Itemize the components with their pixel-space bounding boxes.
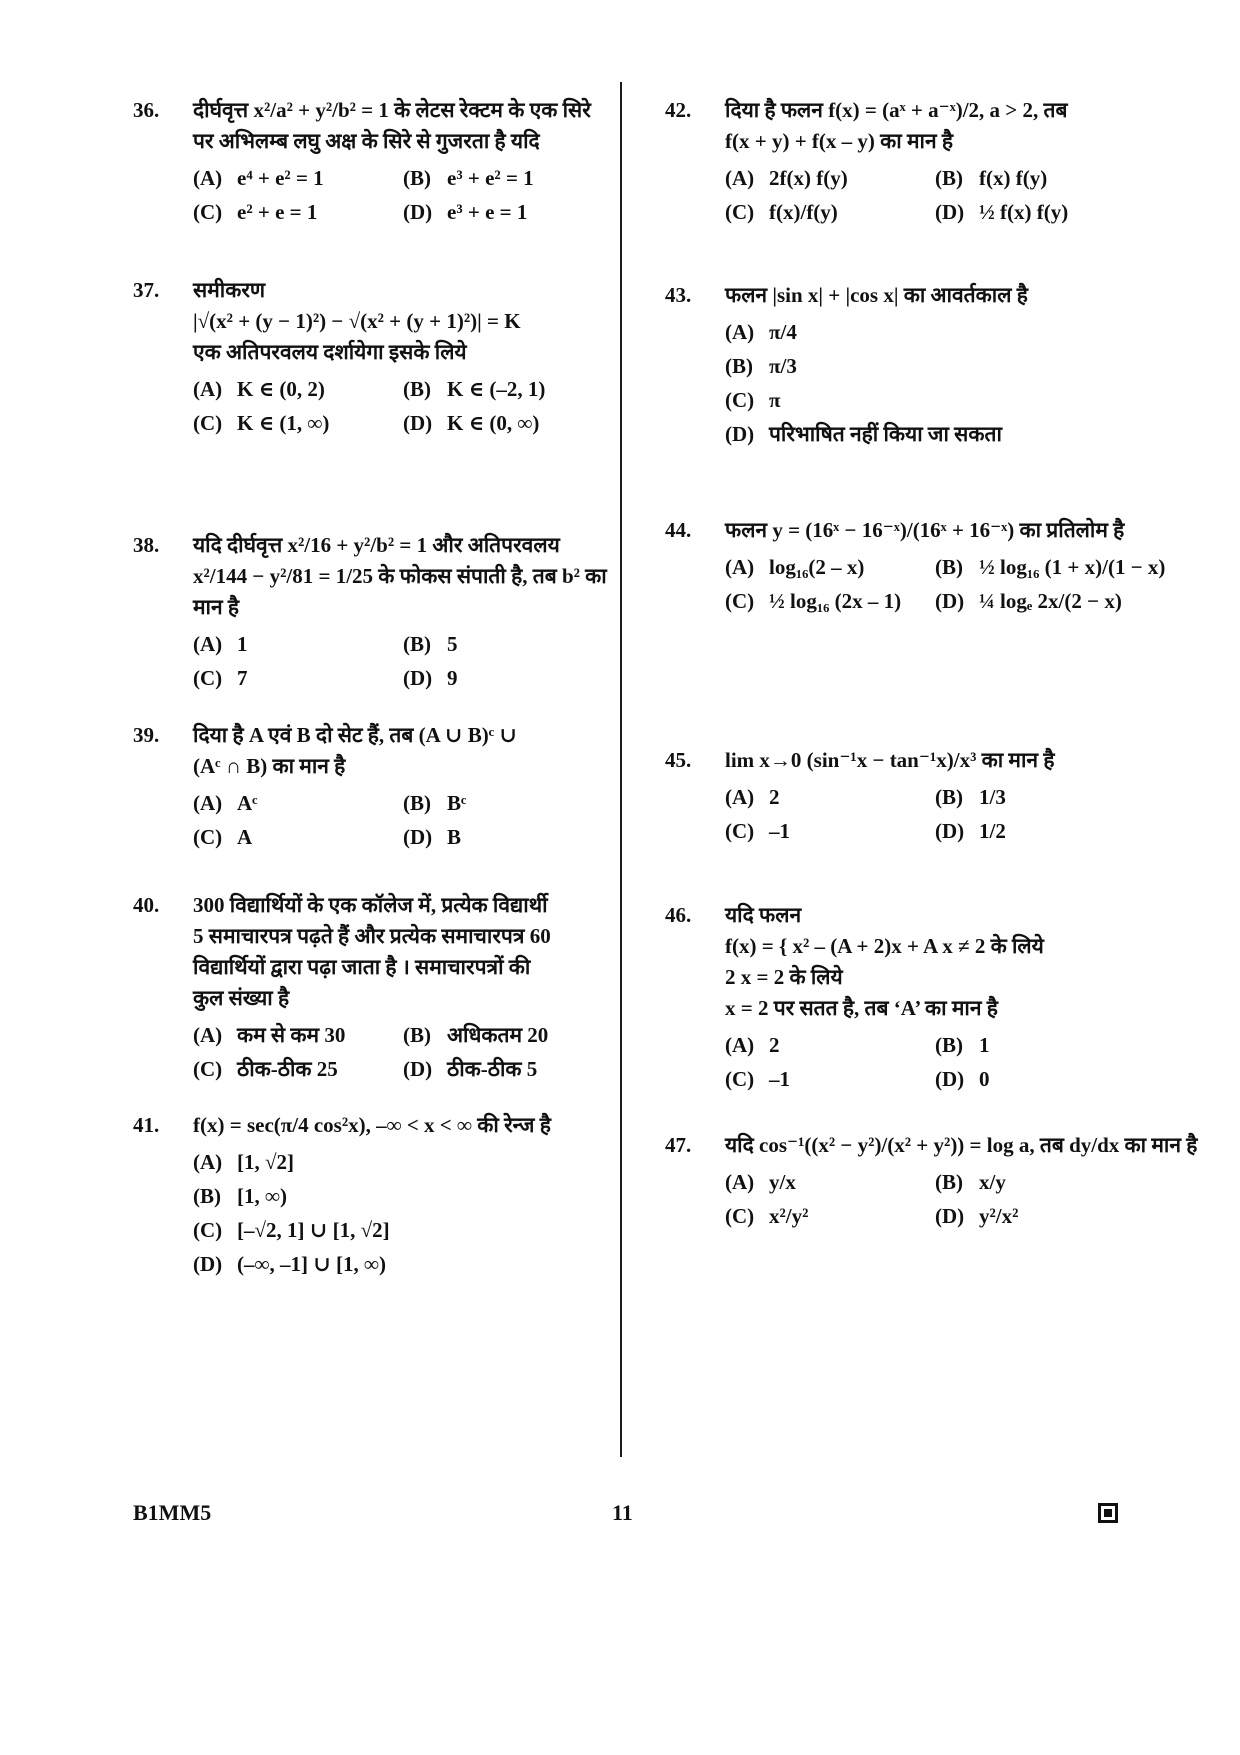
- answer-option: [403, 374, 613, 405]
- question-body: [193, 275, 608, 439]
- option-label: (A): [725, 320, 755, 344]
- question-text-line: दीर्घवृत्त x²/a² + y²/b² = 1 के लेटस रेक्टम के एक सिरे: [193, 98, 591, 122]
- option-label: (A): [725, 1033, 755, 1057]
- question-number: 40.: [133, 893, 160, 917]
- question-number: 46.: [665, 903, 692, 927]
- answer-options: [725, 317, 1140, 450]
- answer-option: [725, 1030, 935, 1061]
- answer-option: [193, 1020, 403, 1051]
- option-text: K ∈ (0, ∞): [447, 411, 540, 435]
- option-label: (A): [193, 1023, 223, 1047]
- option-label: (D): [403, 666, 433, 690]
- answer-options: [193, 1147, 608, 1280]
- option-text: परिभाषित नहीं किया जा सकता: [769, 422, 1002, 446]
- option-label: (A): [725, 1170, 755, 1194]
- option-label: (B): [403, 1023, 431, 1047]
- option-label: (D): [935, 200, 965, 224]
- option-text: e² + e = 1: [237, 200, 318, 224]
- option-text: –1: [769, 1067, 790, 1091]
- answer-option: [725, 782, 935, 813]
- answer-option: [725, 385, 1145, 416]
- question-text-line: f(x) = sec(π/4 cos²x), –∞ < x < ∞ की रेन्ज है: [193, 1113, 551, 1137]
- option-text: Aᶜ: [237, 791, 258, 815]
- question-body: [725, 280, 1140, 450]
- answer-options: [725, 552, 1166, 617]
- question-body: [725, 95, 1140, 228]
- option-text: 1/2: [979, 819, 1006, 843]
- option-text: अधिकतम 20: [447, 1023, 549, 1047]
- answer-option: [193, 1181, 613, 1212]
- option-text: [1, ∞): [237, 1184, 287, 1208]
- option-label: (C): [725, 589, 755, 613]
- question-number: 45.: [665, 748, 692, 772]
- answer-option: [193, 163, 403, 194]
- answer-option: [193, 374, 403, 405]
- question-body: [725, 1130, 1198, 1232]
- answer-option: [193, 822, 403, 853]
- option-label: (C): [193, 666, 223, 690]
- question-body: [725, 900, 1140, 1095]
- question-text-line: समीकरण: [193, 278, 266, 302]
- question-number: 38.: [133, 533, 160, 557]
- option-text: 9: [447, 666, 458, 690]
- option-label: (B): [193, 1184, 221, 1208]
- question-text-line: |√(x² + (y − 1)²) − √(x² + (y + 1)²)| = K: [193, 309, 521, 333]
- answer-option: [193, 1147, 613, 1178]
- question-text-line: दिया है A एवं B दो सेट हैं, तब (A ∪ B)ᶜ ∪: [193, 723, 518, 747]
- answer-option: [193, 663, 403, 694]
- option-label: (B): [403, 791, 431, 815]
- option-label: (C): [193, 1057, 223, 1081]
- question-text-line: मान है: [193, 595, 240, 619]
- answer-option: [403, 822, 613, 853]
- question-number: 37.: [133, 278, 160, 302]
- question-number: 39.: [133, 723, 160, 747]
- option-label: (B): [935, 166, 963, 190]
- answer-option: [725, 351, 1145, 382]
- question-text-line: f(x) = { x² – (A + 2)x + A x ≠ 2 के लिये: [725, 934, 1044, 958]
- option-text: –1: [769, 819, 790, 843]
- answer-options: [725, 1030, 1140, 1095]
- option-label: (C): [193, 411, 223, 435]
- question-body: [193, 720, 608, 853]
- answer-options: [725, 1167, 1140, 1232]
- option-text: y²/x²: [979, 1204, 1019, 1228]
- answer-option: [725, 317, 1145, 348]
- question-body: [193, 530, 608, 694]
- option-text: e³ + e = 1: [447, 200, 528, 224]
- option-label: (A): [725, 555, 755, 579]
- option-label: (C): [193, 1218, 223, 1242]
- option-label: (D): [403, 200, 433, 224]
- answer-option: [725, 197, 935, 228]
- answer-option: [403, 788, 613, 819]
- option-label: (A): [725, 785, 755, 809]
- option-text: x/y: [979, 1170, 1006, 1194]
- question-number: 36.: [133, 98, 160, 122]
- answer-option: [403, 1054, 613, 1085]
- option-label: (D): [403, 1057, 433, 1081]
- question-text-line: पर अभिलम्ब लघु अक्ष के सिरे से गुजरता है यदि: [193, 129, 540, 153]
- question-number: 44.: [665, 518, 692, 542]
- answer-option: [193, 1249, 613, 1280]
- question-text-line: दिया है फलन f(x) = (aˣ + a⁻ˣ)/2, a > 2, तब: [725, 98, 1068, 122]
- option-label: (C): [193, 825, 223, 849]
- option-label: (C): [725, 1204, 755, 1228]
- answer-option: [403, 163, 613, 194]
- option-text: B: [447, 825, 462, 849]
- answer-option: [725, 1201, 935, 1232]
- answer-option: [725, 163, 935, 194]
- option-label: (B): [403, 166, 431, 190]
- option-label: (B): [935, 555, 963, 579]
- option-label: (D): [935, 819, 965, 843]
- question-text-line: विद्यार्थियों द्वारा पढ़ा जाता है । समाचारपत्रों की: [193, 955, 531, 979]
- answer-option: [935, 552, 1166, 583]
- question-number: 43.: [665, 283, 692, 307]
- option-label: (B): [935, 1033, 963, 1057]
- answer-option: [725, 586, 935, 617]
- option-label: (B): [725, 354, 753, 378]
- question-text-line: फलन |sin x| + |cos x| का आवर्तकाल है: [725, 283, 1028, 307]
- column-divider: [620, 82, 622, 1457]
- option-label: (D): [403, 825, 433, 849]
- answer-option: [193, 197, 403, 228]
- option-text: ठीक-ठीक 5: [447, 1057, 538, 1081]
- option-text: 1: [237, 632, 248, 656]
- question-text-line: 300 विद्यार्थियों के एक कॉलेज में, प्रत्येक विद्यार्थी: [193, 893, 548, 917]
- option-text: π/3: [769, 354, 797, 378]
- option-text: f(x)/f(y): [769, 200, 838, 224]
- answer-option: [725, 1064, 935, 1095]
- answer-option: [193, 1054, 403, 1085]
- answer-options: [193, 163, 608, 228]
- option-text: 0: [979, 1067, 990, 1091]
- option-text: π: [769, 388, 781, 412]
- option-text: Bᶜ: [447, 791, 467, 815]
- answer-option: [935, 1201, 1145, 1232]
- option-label: (C): [193, 200, 223, 224]
- option-label: (C): [725, 200, 755, 224]
- option-text: ½ log₁₆ (1 + x)/(1 − x): [979, 555, 1166, 579]
- option-text: 1/3: [979, 785, 1006, 809]
- answer-option: [193, 408, 403, 439]
- option-text: 2f(x) f(y): [769, 166, 848, 190]
- option-text: [1, √2]: [237, 1150, 295, 1174]
- answer-option: [403, 663, 613, 694]
- page-number: 11: [612, 1500, 633, 1525]
- answer-options: [725, 782, 1140, 847]
- answer-option: [193, 629, 403, 660]
- answer-option: [935, 782, 1145, 813]
- answer-options: [193, 629, 608, 694]
- question-text-line: यदि फलन: [725, 903, 802, 927]
- question-body: [725, 515, 1166, 617]
- answer-option: [935, 816, 1145, 847]
- answer-option: [725, 419, 1145, 450]
- option-label: (A): [193, 1150, 223, 1174]
- option-label: (A): [193, 791, 223, 815]
- answer-option: [403, 1020, 613, 1051]
- question-number: 41.: [133, 1113, 160, 1137]
- footer-code: B1MM5: [133, 1500, 212, 1525]
- question-text-line: 5 समाचारपत्र पढ़ते हैं और प्रत्येक समाचारपत्र 60: [193, 924, 551, 948]
- question-text-line: f(x + y) + f(x – y) का मान है: [725, 129, 954, 153]
- option-text: 1: [979, 1033, 990, 1057]
- option-text: ठीक-ठीक 25: [237, 1057, 338, 1081]
- option-text: e³ + e² = 1: [447, 166, 534, 190]
- answer-option: [193, 1215, 613, 1246]
- answer-option: [935, 1167, 1145, 1198]
- option-text: A: [237, 825, 253, 849]
- option-text: 2: [769, 785, 780, 809]
- question-body: [193, 1110, 608, 1280]
- option-text: (–∞, –1] ∪ [1, ∞): [237, 1252, 387, 1276]
- option-label: (D): [403, 411, 433, 435]
- option-text: ½ log₁₆ (2x – 1): [769, 589, 902, 613]
- option-label: (A): [193, 377, 223, 401]
- option-label: (B): [935, 1170, 963, 1194]
- option-text: [–√2, 1] ∪ [1, √2]: [237, 1218, 390, 1242]
- option-text: 2: [769, 1033, 780, 1057]
- option-text: 7: [237, 666, 248, 690]
- option-text: log₁₆(2 – x): [769, 555, 865, 579]
- question-text-line: यदि दीर्घवृत्त x²/16 + y²/b² = 1 और अतिपरवलय: [193, 533, 560, 557]
- question-text-line: (Aᶜ ∩ B) का मान है: [193, 754, 346, 778]
- question-text-line: एक अतिपरवलय दर्शायेगा इसके लिये: [193, 340, 467, 364]
- question-text-line: यदि cos⁻¹((x² − y²)/(x² + y²)) = log a, तब dy/dx का मान है: [725, 1133, 1198, 1157]
- answer-option: [935, 197, 1145, 228]
- question-number: 42.: [665, 98, 692, 122]
- answer-option: [935, 586, 1145, 617]
- option-text: ¼ logₑ 2x/(2 − x): [979, 589, 1122, 613]
- option-label: (D): [935, 589, 965, 613]
- option-label: (C): [725, 819, 755, 843]
- option-text: y/x: [769, 1170, 796, 1194]
- option-label: (D): [935, 1204, 965, 1228]
- option-text: 5: [447, 632, 458, 656]
- option-label: (D): [193, 1252, 223, 1276]
- question-body: [725, 745, 1140, 847]
- answer-option: [725, 1167, 935, 1198]
- option-label: (A): [725, 166, 755, 190]
- question-text-line: x = 2 पर सतत है, तब ‘A’ का मान है: [725, 996, 998, 1020]
- option-label: (C): [725, 388, 755, 412]
- answer-option: [403, 408, 613, 439]
- option-text: e⁴ + e² = 1: [237, 166, 324, 190]
- answer-option: [935, 1064, 1145, 1095]
- option-text: π/4: [769, 320, 797, 344]
- answer-option: [403, 629, 613, 660]
- answer-options: [193, 1020, 608, 1085]
- option-text: ½ f(x) f(y): [979, 200, 1069, 224]
- option-text: K ∈ (–2, 1): [447, 377, 546, 401]
- question-body: [193, 890, 608, 1085]
- option-label: (D): [935, 1067, 965, 1091]
- answer-options: [193, 374, 608, 439]
- option-text: K ∈ (0, 2): [237, 377, 325, 401]
- option-label: (A): [193, 632, 223, 656]
- answer-options: [193, 788, 608, 853]
- answer-option: [725, 552, 935, 583]
- question-body: [193, 95, 608, 228]
- question-text-line: कुल संख्या है: [193, 986, 290, 1010]
- option-text: कम से कम 30: [237, 1023, 346, 1047]
- answer-option: [935, 1030, 1145, 1061]
- question-text-line: फलन y = (16ˣ − 16⁻ˣ)/(16ˣ + 16⁻ˣ) का प्रतिलोम है: [725, 518, 1125, 542]
- option-text: f(x) f(y): [979, 166, 1048, 190]
- answer-option: [193, 788, 403, 819]
- question-text-line: x²/144 − y²/81 = 1/25 के फोकस संपाती है, तब b² का: [193, 564, 607, 588]
- answer-options: [725, 163, 1140, 228]
- option-text: K ∈ (1, ∞): [237, 411, 330, 435]
- option-label: (B): [403, 632, 431, 656]
- option-text: x²/y²: [769, 1204, 809, 1228]
- answer-option: [935, 163, 1145, 194]
- option-label: (C): [725, 1067, 755, 1091]
- option-label: (D): [725, 422, 755, 446]
- option-label: (A): [193, 166, 223, 190]
- option-label: (B): [935, 785, 963, 809]
- answer-option: [725, 816, 935, 847]
- option-label: (B): [403, 377, 431, 401]
- question-number: 47.: [665, 1133, 692, 1157]
- question-text-line: 2 x = 2 के लिये: [725, 965, 843, 989]
- square-marker-icon: [1098, 1503, 1118, 1523]
- answer-option: [403, 197, 613, 228]
- question-text-line: lim x→0 (sin⁻¹x − tan⁻¹x)/x³ का मान है: [725, 748, 1055, 772]
